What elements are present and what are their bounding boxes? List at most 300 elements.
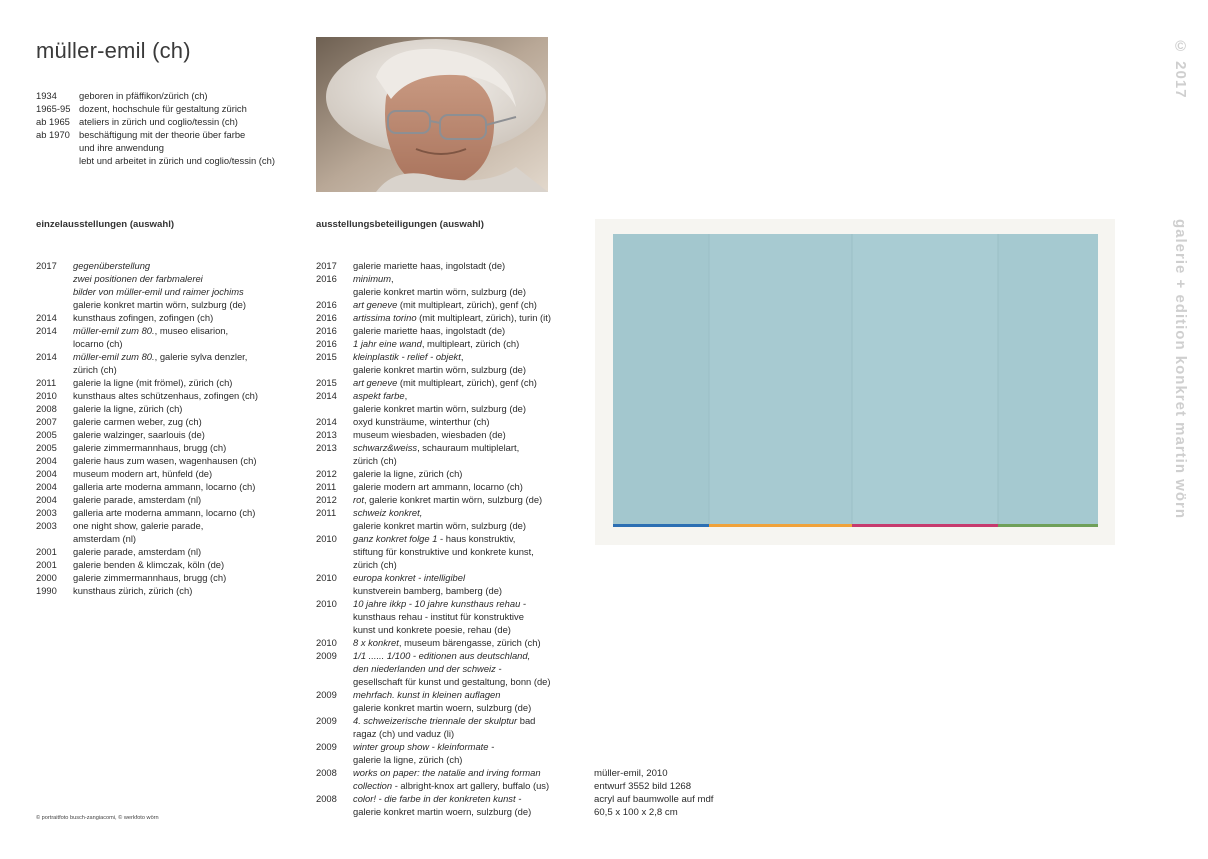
- entry-text: [353, 389, 407, 402]
- entry-title: kleinplastik - relief - objekt: [353, 351, 461, 362]
- entry-detail: kunsthaus zürich, zürich (ch): [73, 585, 193, 596]
- entry-text: [353, 610, 524, 623]
- caption-line: entwurf 3552 bild 1268: [594, 781, 692, 792]
- entry-detail: galerie zimmermannhaus, brugg (ch): [73, 442, 227, 453]
- entry-detail: (mit multipleart, zürich), genf (ch): [397, 377, 537, 388]
- entry-text: [73, 545, 201, 558]
- entry-title: müller-emil zum 80.: [73, 351, 155, 362]
- entry-detail: galerie konkret martin woern, sulzburg (de): [353, 806, 532, 817]
- bio-row: [36, 89, 275, 102]
- entry-text: [73, 285, 244, 298]
- year: 2010: [316, 533, 337, 544]
- year: 2003: [36, 507, 57, 518]
- year: 2000: [36, 572, 57, 583]
- entry-detail: den niederlanden und der schweiz -: [353, 663, 502, 674]
- year: 2017: [316, 260, 337, 271]
- entry-detail: bilder von müller-emil und raimer jochims: [73, 286, 244, 297]
- entry-detail: galleria arte moderna ammann, locarno (ch): [73, 481, 256, 492]
- year: [36, 337, 73, 350]
- entry-title: schwarz&weiss: [353, 442, 418, 453]
- group-exhibition-row: [316, 766, 551, 779]
- year: 2010: [316, 598, 337, 609]
- year: [316, 584, 353, 597]
- entry-detail: ,: [460, 351, 464, 362]
- entry-title: müller-emil zum 80.: [73, 325, 155, 336]
- entry-detail: , galerie konkret martin wörn, sulzburg (de): [363, 494, 543, 505]
- entry-detail: amsterdam (nl): [73, 533, 137, 544]
- year: [36, 285, 73, 298]
- entry-detail: galerie walzinger, saarlouis (de): [73, 429, 205, 440]
- year: ab 1965: [36, 116, 70, 127]
- year: [316, 701, 353, 714]
- solo-exhibition-row: [36, 363, 258, 376]
- entry-detail: kunsthaus rehau - institut für konstruktive: [353, 611, 524, 622]
- copyright-vertical: © 2017: [1172, 38, 1189, 99]
- entry-text: [353, 623, 511, 636]
- group-exhibition-row: [316, 753, 551, 766]
- photo-credit: © portraitfoto busch-zangiacomi, © werkfoto wörn: [36, 815, 159, 821]
- entry-text: [353, 285, 526, 298]
- entry-detail: locarno (ch): [73, 338, 123, 349]
- bio-row: [36, 154, 275, 167]
- entry-detail: dozent, hochschule für gestaltung zürich: [79, 103, 247, 114]
- group-exhibition-row: [316, 805, 551, 818]
- year: [316, 545, 353, 558]
- entry-detail: zürich (ch): [73, 364, 117, 375]
- year: [316, 623, 353, 636]
- group-exhibition-row: [316, 558, 551, 571]
- entry-text: [353, 311, 551, 324]
- entry-text: [73, 298, 246, 311]
- entry-title: 1 jahr eine wand: [353, 338, 422, 349]
- year: [36, 272, 73, 285]
- entry-text: [79, 115, 238, 128]
- caption-line: 60,5 x 100 x 2,8 cm: [594, 807, 678, 818]
- group-exhibition-row: [316, 636, 551, 649]
- year: [316, 805, 353, 818]
- year: 2008: [316, 793, 337, 804]
- entry-detail: zürich (ch): [353, 559, 397, 570]
- entry-text: [79, 141, 164, 154]
- bio-row: [36, 128, 275, 141]
- artwork-caption: [594, 767, 713, 819]
- entry-text: [73, 337, 123, 350]
- entry-text: [353, 402, 526, 415]
- entry-text: [73, 467, 212, 480]
- year: 2004: [36, 455, 57, 466]
- entry-text: [73, 493, 201, 506]
- year: 2004: [36, 468, 57, 479]
- entry-detail: kunsthaus altes schützenhaus, zofingen (ch): [73, 390, 259, 401]
- year: [316, 727, 353, 740]
- entry-detail: geboren in pfäffikon/zürich (ch): [79, 90, 208, 101]
- year: [36, 363, 73, 376]
- entry-text: [353, 298, 537, 311]
- entry-text: [353, 558, 397, 571]
- group-exhibition-row: [316, 298, 551, 311]
- entry-detail: galerie haus zum wasen, wagenhausen (ch): [73, 455, 257, 466]
- entry-text: [353, 454, 397, 467]
- solo-exhibition-row: [36, 272, 258, 285]
- year: [316, 402, 353, 415]
- solo-exhibition-row: [36, 506, 258, 519]
- entry-text: [353, 571, 465, 584]
- group-exhibition-row: [316, 441, 551, 454]
- entry-text: [353, 766, 541, 779]
- entry-text: [73, 259, 150, 272]
- entry-text: [353, 519, 526, 532]
- entry-text: [353, 545, 534, 558]
- page-title: müller-emil (ch): [36, 38, 191, 63]
- group-exhibition-row: [316, 519, 551, 532]
- bio-row: [36, 115, 275, 128]
- entry-text: [73, 363, 117, 376]
- entry-title: minimum: [353, 273, 392, 284]
- entry-text: [73, 402, 182, 415]
- bio-row: [36, 102, 275, 115]
- entry-text: [79, 128, 245, 141]
- group-exhibition-row: [316, 545, 551, 558]
- entry-detail: works on paper: the natalie and irving forman: [353, 767, 541, 778]
- entry-detail: und ihre anwendung: [79, 142, 164, 153]
- entry-text: [353, 597, 526, 610]
- group-exhibition-row: [316, 714, 551, 727]
- year: 2011: [316, 507, 337, 518]
- group-exhibition-row: [316, 259, 551, 272]
- solo-exhibitions-heading: einzelausstellungen (auswahl): [36, 219, 175, 230]
- entry-detail: ,: [404, 390, 408, 401]
- entry-detail: museum wiesbaden, wiesbaden (de): [353, 429, 506, 440]
- year: 2016: [316, 299, 337, 310]
- entry-detail: 10 jahre ikkp - 10 jahre kunsthaus rehau -: [353, 598, 527, 609]
- entry-detail: galerie konkret martin wörn, sulzburg (de): [353, 520, 526, 531]
- entry-text: [353, 714, 535, 727]
- group-exhibition-row: [316, 779, 551, 792]
- entry-text: [353, 701, 531, 714]
- group-exhibition-row: [316, 701, 551, 714]
- biography: [36, 89, 275, 167]
- year: 2014: [36, 312, 57, 323]
- entry-detail: zwei positionen der farbmalerei: [73, 273, 203, 284]
- year: [316, 363, 353, 376]
- year: 2003: [36, 520, 57, 531]
- year: 2016: [316, 338, 337, 349]
- entry-text: [353, 415, 490, 428]
- entry-text: [353, 493, 542, 506]
- entry-text: [353, 272, 394, 285]
- solo-exhibition-row: [36, 285, 258, 298]
- group-exhibition-row: [316, 623, 551, 636]
- year: ab 1970: [36, 129, 70, 140]
- year: 2004: [36, 481, 57, 492]
- entry-detail: , galerie sylva denzler,: [154, 351, 248, 362]
- group-exhibitions-heading: ausstellungsbeteiligungen (auswahl): [316, 219, 484, 230]
- entry-text: [73, 519, 203, 532]
- year: [316, 454, 353, 467]
- entry-detail: kunst und konkrete poesie, rehau (de): [353, 624, 511, 635]
- entry-detail: , multipleart, zürich (ch): [421, 338, 520, 349]
- entry-text: [73, 480, 255, 493]
- entry-detail: , museum bärengasse, zürich (ch): [398, 637, 541, 648]
- year: 2011: [36, 377, 57, 388]
- solo-exhibition-row: [36, 519, 258, 532]
- year: 2013: [316, 442, 337, 453]
- year: [316, 779, 353, 792]
- entry-title: ganz konkret folge 1: [353, 533, 438, 544]
- group-exhibition-row: [316, 480, 551, 493]
- solo-exhibition-row: [36, 480, 258, 493]
- entry-title: collection: [353, 780, 393, 791]
- entry-detail: color! - die farbe in der konkreten kunst -: [353, 793, 522, 804]
- entry-text: [73, 376, 232, 389]
- artwork-photo: [595, 219, 1115, 545]
- year: 2016: [316, 273, 337, 284]
- entry-detail: galerie zimmermannhaus, brugg (ch): [73, 572, 227, 583]
- solo-exhibitions-list: [36, 259, 258, 597]
- group-exhibition-row: [316, 311, 551, 324]
- entry-text: [73, 454, 256, 467]
- year: [316, 519, 353, 532]
- entry-text: [353, 480, 523, 493]
- entry-text: [353, 259, 505, 272]
- entry-text: [353, 350, 463, 363]
- year: 1934: [36, 90, 57, 101]
- entry-detail: galerie parade, amsterdam (nl): [73, 494, 202, 505]
- year: 2014: [36, 325, 57, 336]
- entry-detail: gesellschaft für kunst und gestaltung, bonn (de): [353, 676, 551, 687]
- entry-text: [353, 584, 502, 597]
- entry-detail: oxyd kunsträume, winterthur (ch): [353, 416, 490, 427]
- group-exhibition-row: [316, 584, 551, 597]
- solo-exhibition-row: [36, 376, 258, 389]
- year: [316, 753, 353, 766]
- entry-detail: 1/1 ...... 1/100 - editionen aus deutschland,: [353, 650, 531, 661]
- caption-line: müller-emil, 2010: [594, 768, 668, 779]
- group-exhibition-row: [316, 649, 551, 662]
- entry-detail: galerie carmen weber, zug (ch): [73, 416, 202, 427]
- entry-text: [353, 727, 454, 740]
- year: [36, 141, 79, 154]
- entry-text: [353, 649, 530, 662]
- entry-detail: galerie la ligne, zürich (ch): [73, 403, 183, 414]
- group-exhibition-row: [316, 389, 551, 402]
- group-exhibition-row: [316, 376, 551, 389]
- solo-exhibition-row: [36, 415, 258, 428]
- artwork-painting: [595, 219, 1115, 545]
- entry-detail: stiftung für konstruktive und konkrete kunst,: [353, 546, 534, 557]
- entry-detail: kunsthaus zofingen, zofingen (ch): [73, 312, 214, 323]
- solo-exhibition-row: [36, 337, 258, 350]
- entry-text: [73, 506, 255, 519]
- entry-text: [353, 792, 521, 805]
- year: [36, 154, 79, 167]
- entry-text: [79, 102, 247, 115]
- entry-title: art geneve: [353, 377, 398, 388]
- year: 2017: [36, 260, 57, 271]
- year: 2014: [316, 390, 337, 401]
- group-exhibition-row: [316, 792, 551, 805]
- entry-text: [353, 753, 462, 766]
- entry-detail: galerie konkret martin wörn, sulzburg (de): [353, 403, 526, 414]
- year: 2015: [316, 377, 337, 388]
- entry-title: rot: [353, 494, 364, 505]
- entry-detail: - haus konstruktiv,: [437, 533, 516, 544]
- entry-detail: galerie konkret martin wörn, sulzburg (de): [353, 286, 526, 297]
- group-exhibition-row: [316, 506, 551, 519]
- entry-text: [353, 363, 526, 376]
- year: 2008: [36, 403, 57, 414]
- entry-detail: ragaz (ch) und vaduz (li): [353, 728, 455, 739]
- entry-text: [73, 428, 205, 441]
- entry-detail: galerie konkret martin wörn, sulzburg (de): [353, 364, 526, 375]
- group-exhibition-row: [316, 532, 551, 545]
- group-exhibition-row: [316, 402, 551, 415]
- entry-text: [353, 467, 462, 480]
- entry-text: [73, 311, 213, 324]
- year: [316, 675, 353, 688]
- year: 2016: [316, 312, 337, 323]
- solo-exhibition-row: [36, 454, 258, 467]
- group-exhibition-row: [316, 350, 551, 363]
- group-exhibition-row: [316, 324, 551, 337]
- solo-exhibition-row: [36, 467, 258, 480]
- entry-detail: - albright-knox art gallery, buffalo (us): [392, 780, 550, 791]
- solo-exhibition-row: [36, 324, 258, 337]
- entry-detail: , museo elisarion,: [154, 325, 229, 336]
- year: 2012: [316, 494, 337, 505]
- entry-title: 8 x konkret: [353, 637, 399, 648]
- entry-text: [353, 324, 505, 337]
- solo-exhibition-row: [36, 584, 258, 597]
- entry-detail: schweiz konkret,: [353, 507, 423, 518]
- year: [316, 558, 353, 571]
- group-exhibition-row: [316, 285, 551, 298]
- group-exhibition-row: [316, 272, 551, 285]
- entry-text: [73, 350, 247, 363]
- portrait-illustration: [316, 37, 548, 192]
- bio-row: [36, 141, 275, 154]
- year: 2010: [36, 390, 57, 401]
- entry-title: art geneve: [353, 299, 398, 310]
- entry-text: [353, 805, 531, 818]
- group-exhibition-row: [316, 415, 551, 428]
- solo-exhibition-row: [36, 350, 258, 363]
- entry-text: [353, 688, 501, 701]
- entry-text: [79, 89, 208, 102]
- year: 2008: [316, 767, 337, 778]
- entry-detail: bad: [517, 715, 536, 726]
- entry-text: [353, 779, 549, 792]
- gallery-name-vertical: galerie + edition konkret martin wörn: [1172, 219, 1189, 519]
- entry-text: [73, 415, 202, 428]
- entry-detail: galerie la ligne, zürich (ch): [353, 754, 463, 765]
- year: 2009: [316, 650, 337, 661]
- year: 2004: [36, 494, 57, 505]
- year: [316, 662, 353, 675]
- entry-detail: galerie modern art ammann, locarno (ch): [353, 481, 523, 492]
- year: [36, 298, 73, 311]
- entry-detail: ,: [391, 273, 394, 284]
- entry-detail: galerie konkret martin woern, sulzburg (de): [353, 702, 532, 713]
- entry-detail: one night show, galerie parade,: [73, 520, 204, 531]
- entry-detail: museum modern art, hünfeld (de): [73, 468, 213, 479]
- entry-text: [73, 272, 203, 285]
- group-exhibition-row: [316, 363, 551, 376]
- year: 2015: [316, 351, 337, 362]
- solo-exhibition-row: [36, 311, 258, 324]
- entry-text: [73, 584, 192, 597]
- solo-exhibition-row: [36, 558, 258, 571]
- year: 2013: [316, 429, 337, 440]
- year: [36, 532, 73, 545]
- group-exhibition-row: [316, 493, 551, 506]
- year: 2005: [36, 429, 57, 440]
- entry-detail: galerie konkret martin wörn, sulzburg (de): [73, 299, 246, 310]
- year: 1965-95: [36, 103, 71, 114]
- entry-detail: gegenüberstellung: [73, 260, 151, 271]
- entry-detail: ateliers in zürich und coglio/tessin (ch): [79, 116, 238, 127]
- solo-exhibition-row: [36, 259, 258, 272]
- year: 2009: [316, 715, 337, 726]
- year: 2001: [36, 559, 57, 570]
- year: 2014: [316, 416, 337, 427]
- entry-detail: galerie parade, amsterdam (nl): [73, 546, 202, 557]
- entry-detail: beschäftigung mit der theorie über farbe: [79, 129, 246, 140]
- entry-text: [353, 376, 537, 389]
- entry-text: [79, 154, 275, 167]
- group-exhibition-row: [316, 662, 551, 675]
- year: [316, 610, 353, 623]
- year: 2016: [316, 325, 337, 336]
- entry-detail: mehrfach. kunst in kleinen auflagen: [353, 689, 501, 700]
- year: 2009: [316, 741, 337, 752]
- year: 1990: [36, 585, 57, 596]
- year: 2009: [316, 689, 337, 700]
- group-exhibition-row: [316, 337, 551, 350]
- entry-text: [73, 441, 226, 454]
- entry-detail: lebt und arbeitet in zürich und coglio/tessin (ch): [79, 155, 275, 166]
- entry-text: [73, 532, 136, 545]
- entry-text: [353, 740, 494, 753]
- caption-line: acryl auf baumwolle auf mdf: [594, 794, 714, 805]
- entry-text: [73, 324, 228, 337]
- group-exhibition-row: [316, 727, 551, 740]
- entry-detail: europa konkret - intelligibel: [353, 572, 466, 583]
- entry-detail: galerie mariette haas, ingolstadt (de): [353, 260, 506, 271]
- year: 2014: [36, 351, 57, 362]
- solo-exhibition-row: [36, 493, 258, 506]
- entry-detail: kunstverein bamberg, bamberg (de): [353, 585, 503, 596]
- group-exhibitions-list: [316, 259, 551, 818]
- group-exhibition-row: [316, 675, 551, 688]
- entry-text: [353, 636, 541, 649]
- year: 2005: [36, 442, 57, 453]
- entry-text: [73, 558, 224, 571]
- entry-detail: (mit multipleart, zürich), genf (ch): [397, 299, 537, 310]
- entry-text: [353, 662, 502, 675]
- solo-exhibition-row: [36, 428, 258, 441]
- entry-detail: galerie la ligne, zürich (ch): [353, 468, 463, 479]
- year: 2001: [36, 546, 57, 557]
- entry-detail: galleria arte moderna ammann, locarno (ch): [73, 507, 256, 518]
- solo-exhibition-row: [36, 532, 258, 545]
- entry-text: [353, 441, 519, 454]
- solo-exhibition-row: [36, 389, 258, 402]
- year: 2010: [316, 637, 337, 648]
- group-exhibition-row: [316, 454, 551, 467]
- entry-detail: winter group show - kleinformate -: [353, 741, 495, 752]
- year: [316, 285, 353, 298]
